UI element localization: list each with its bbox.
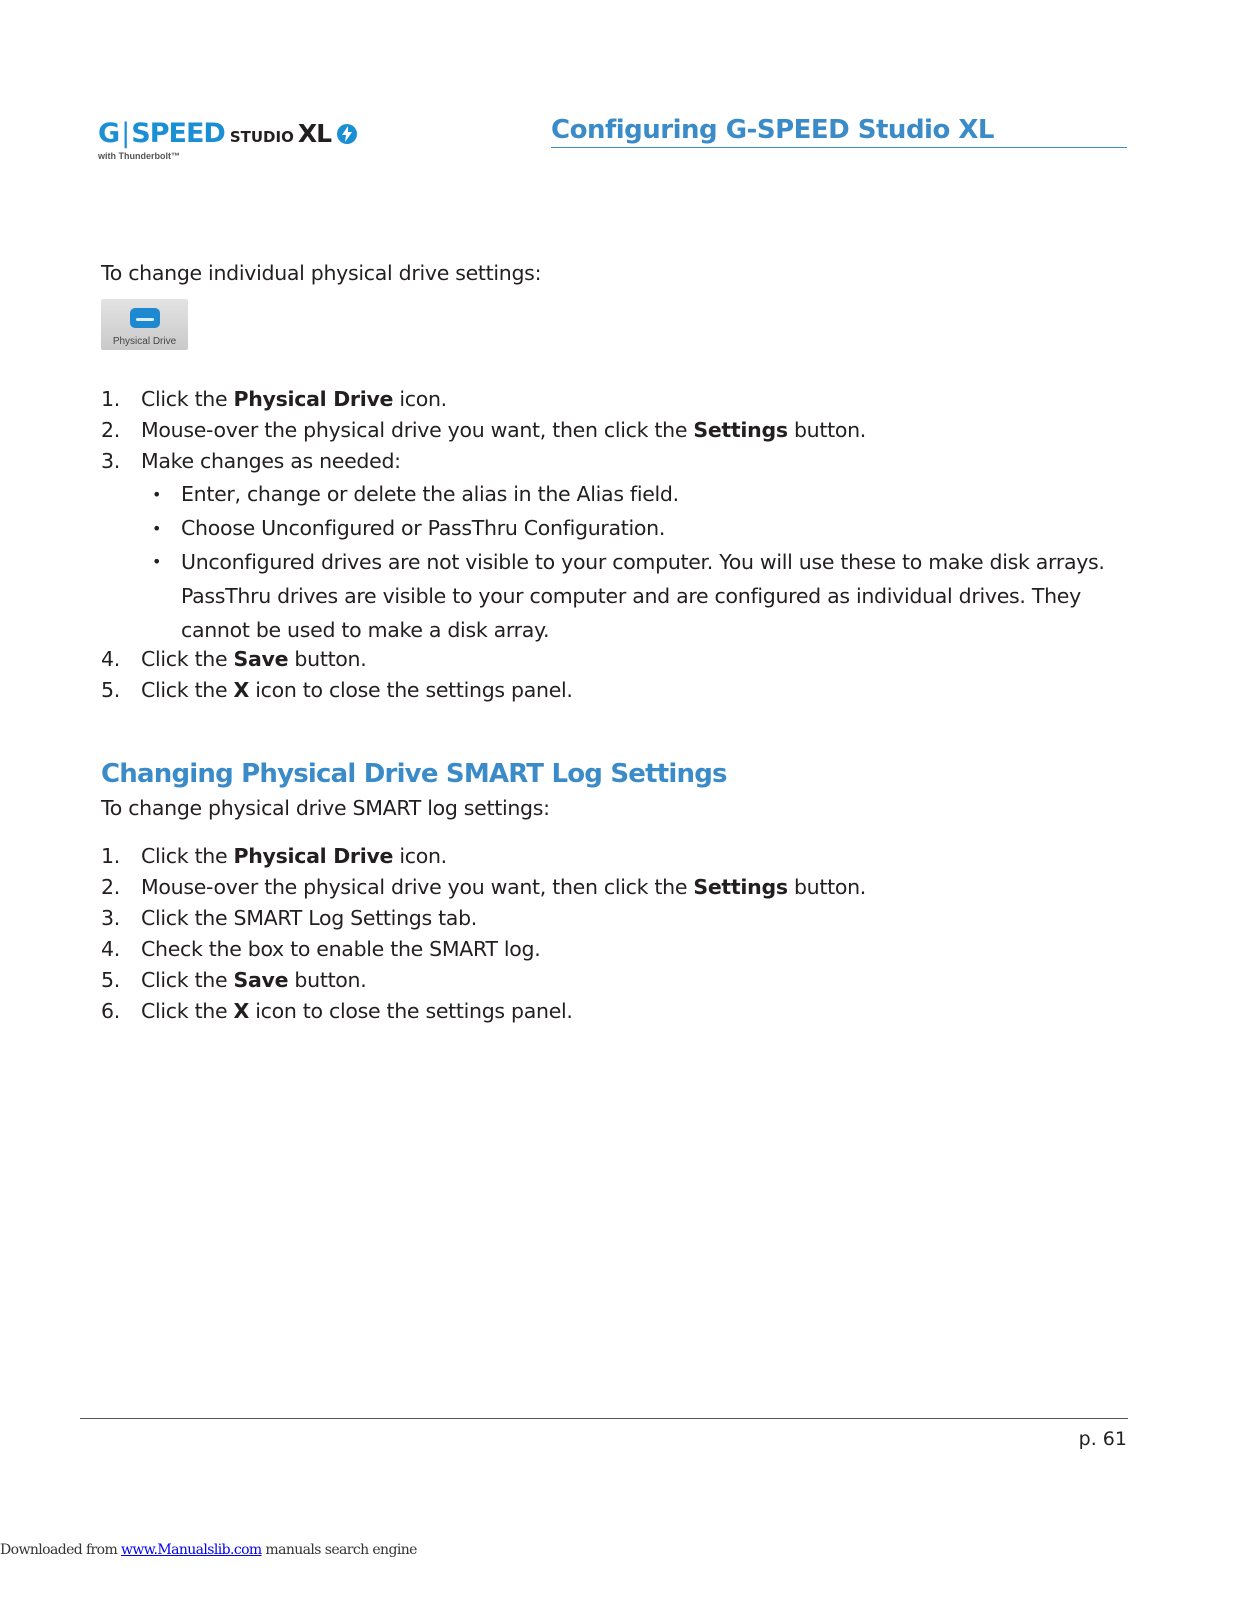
section2-intro: To change physical drive SMART log settings: — [101, 796, 550, 820]
brand-logo — [98, 120, 358, 161]
bullet-text: Unconfigured drives are not visible to your computer. You will use these to make disk arrays. PassThru drives are visible to your computer and are configured as individual drives. They cannot be used to make a disk array. — [181, 550, 1105, 642]
logo-speed: SPEED — [131, 118, 225, 149]
step-bold: Settings — [693, 418, 788, 442]
step-number: 4. — [101, 937, 120, 961]
step-number: 2. — [101, 875, 120, 899]
step-text-end: button. — [787, 875, 866, 899]
thunderbolt-icon — [336, 123, 358, 145]
logo-xl: XL — [297, 119, 332, 148]
logo-g: G — [98, 118, 120, 149]
step-bold: X — [233, 678, 250, 702]
list-item — [101, 965, 1131, 996]
step-number: 5. — [101, 678, 120, 702]
step-bold: Physical Drive — [233, 844, 394, 868]
page-header-title: Configuring G-SPEED Studio XL — [551, 113, 1127, 148]
logo-wordmark — [98, 120, 358, 151]
step-number: 3. — [101, 449, 120, 473]
list-item — [101, 415, 1131, 446]
download-note — [0, 1542, 417, 1558]
bullet-icon: • — [152, 519, 162, 538]
step-bold: Save — [233, 647, 289, 671]
step-text: Click the — [141, 387, 234, 411]
list-item — [101, 644, 1131, 675]
section2-heading: Changing Physical Drive SMART Log Settings — [101, 759, 727, 789]
bullet-icon: • — [152, 552, 162, 571]
step-text-end: icon. — [393, 844, 447, 868]
list-item — [101, 903, 1131, 934]
step-number: 3. — [101, 906, 120, 930]
section2-steps — [101, 841, 1131, 1027]
bullet-text: Enter, change or delete the alias in the Alias field. — [181, 482, 679, 506]
step-number: 1. — [101, 387, 120, 411]
step-number: 6. — [101, 999, 120, 1023]
list-item — [141, 513, 1131, 544]
list-item — [141, 545, 1131, 647]
step-text: Click the — [141, 647, 234, 671]
section1-substeps — [141, 479, 1131, 647]
step-text: Click the SMART Log Settings tab. — [141, 906, 477, 930]
logo-separator: | — [121, 118, 130, 149]
step-text: Check the box to enable the SMART log. — [141, 937, 541, 961]
step-text: Click the — [141, 844, 234, 868]
step-text: Click the — [141, 968, 234, 992]
bullet-icon: • — [152, 485, 162, 504]
step-text: Click the — [141, 678, 234, 702]
step-text-end: icon to close the settings panel. — [249, 678, 573, 702]
step-text-end: button. — [787, 418, 866, 442]
step-number: 4. — [101, 647, 120, 671]
step-number: 5. — [101, 968, 120, 992]
page-number: p. 61 — [1078, 1428, 1127, 1450]
hard-drive-icon — [130, 308, 160, 328]
step-text: Mouse-over the physical drive you want, then click the — [141, 418, 694, 442]
section1-steps — [101, 384, 1131, 706]
download-suffix: manuals search engine — [261, 1542, 417, 1558]
physical-drive-button-image — [101, 299, 188, 350]
list-item — [101, 841, 1131, 872]
step-text: Click the — [141, 999, 234, 1023]
list-item — [101, 934, 1131, 965]
step-bold: Save — [233, 968, 289, 992]
bullet-text: Choose Unconfigured or PassThru Configuration. — [181, 516, 666, 540]
step-bold: Physical Drive — [233, 387, 394, 411]
download-prefix: Downloaded from — [0, 1542, 121, 1558]
step-text-end: icon to close the settings panel. — [249, 999, 573, 1023]
list-item — [141, 479, 1131, 510]
logo-tagline: with Thunderbolt™ — [98, 151, 180, 161]
list-item — [101, 384, 1131, 415]
step-bold: X — [233, 999, 250, 1023]
manualslib-link[interactable]: www.Manualslib.com — [121, 1542, 262, 1558]
list-item — [101, 872, 1131, 903]
list-item — [101, 446, 1131, 647]
list-item — [101, 996, 1131, 1027]
logo-studio: STUDIO — [229, 128, 294, 146]
step-number: 1. — [101, 844, 120, 868]
section1-intro: To change individual physical drive settings: — [101, 261, 542, 285]
step-text-end: icon. — [393, 387, 447, 411]
step-text-end: button. — [288, 647, 367, 671]
step-number: 2. — [101, 418, 120, 442]
step-text-end: button. — [288, 968, 367, 992]
step-text: Make changes as needed: — [141, 449, 401, 473]
step-text: Mouse-over the physical drive you want, then click the — [141, 875, 694, 899]
physical-drive-icon-label: Physical Drive — [112, 336, 177, 347]
list-item — [101, 675, 1131, 706]
footer-divider — [80, 1418, 1128, 1419]
step-bold: Settings — [693, 875, 788, 899]
